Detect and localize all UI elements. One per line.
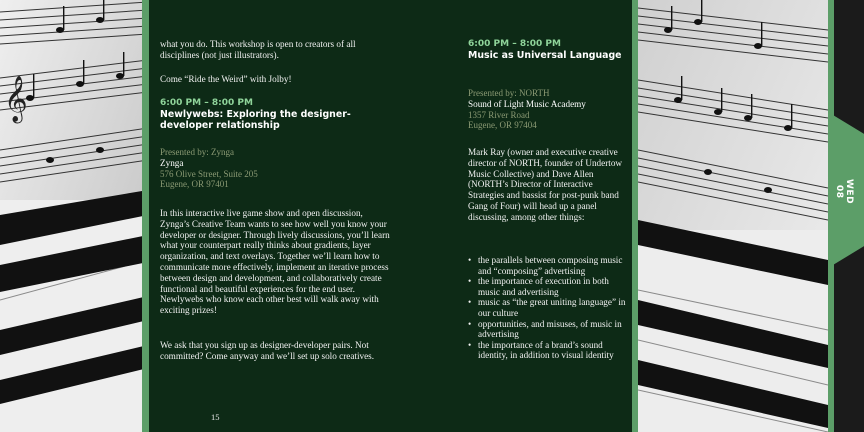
event-venue-block [468,88,628,131]
venue-name: Zynga [160,157,184,168]
sheet-music-photo-right [638,0,828,432]
list-item: • opportunities, and misuses, of music in advertising [468,319,628,340]
event-signup-note: We ask that you sign up as designer-developer pairs. Not committed? Come anyway and we’ll set up solo creatives. [160,340,375,361]
address-line-1: 1357 River Road [468,109,530,120]
page-number: 15 [211,412,220,422]
event-title: Music as Universal Language [468,50,622,61]
address-line-1: 576 Olive Street, Suite 205 [160,168,258,179]
venue-name: Sound of Light Music Academy [468,98,586,109]
event-time: 6:00 PM – 8:00 PM [468,39,561,49]
presenter-label: Presented by: Zynga [160,147,234,157]
svg-text:𝄞: 𝄞 [4,76,28,122]
sheet-music-photo-left [0,0,148,432]
presenter-label: Presented by: NORTH [468,88,550,98]
event-newlywebs [160,98,392,131]
event-venue-block [160,147,392,190]
event-description: In this interactive live game show and open discussion, Zynga’s Creative Team wants to see how well you know your developer or designer. Through lively discussions, you’ll learn what your counterpart really thinks about gradients, layer organization, and text overlays. Together we’ll learn how to communicate more effectively, implement an iterative process between design and development, and collaboratively create functional and beautiful experiences for the end user. Newlywebs who know each other best will walk away with exciting prizes! [160,208,390,316]
discussion-topics-list [468,255,628,361]
day-tab-label: WED 08 [834,179,854,205]
address-line-2: Eugene, OR 97401 [160,179,229,190]
list-item: • the importance of a brand’s sound identity, in addition to visual identity [468,340,628,361]
event-description: Mark Ray (owner and executive creative director of NORTH, founder of Undertow Music Collective) and Dave Allen (NORTH’s Director of Interactive Strategies and bassist for post-punk band Gang of Four) will head up a panel discussing, among other things: [468,147,623,222]
intro-paragraph: what you do. This workshop is open to creators of all disciplines (not just illustrators). [160,39,356,60]
frame-strip-left [142,0,149,432]
list-item: • the parallels between composing music and “composing” advertising [468,255,628,276]
event-time: 6:00 PM – 8:00 PM [160,98,253,108]
intro-cta: Come “Ride the Weird” with Jolby! [160,74,292,84]
list-item: • music as “the great uniting language” in our culture [468,297,628,318]
event-music [468,39,628,61]
address-line-2: Eugene, OR 97404 [468,120,537,131]
list-item: • the importance of execution in both music and advertising [468,276,628,297]
event-title: Newlywebs: Exploring the designer-developer relationship [160,109,351,131]
content-panel [149,0,632,432]
